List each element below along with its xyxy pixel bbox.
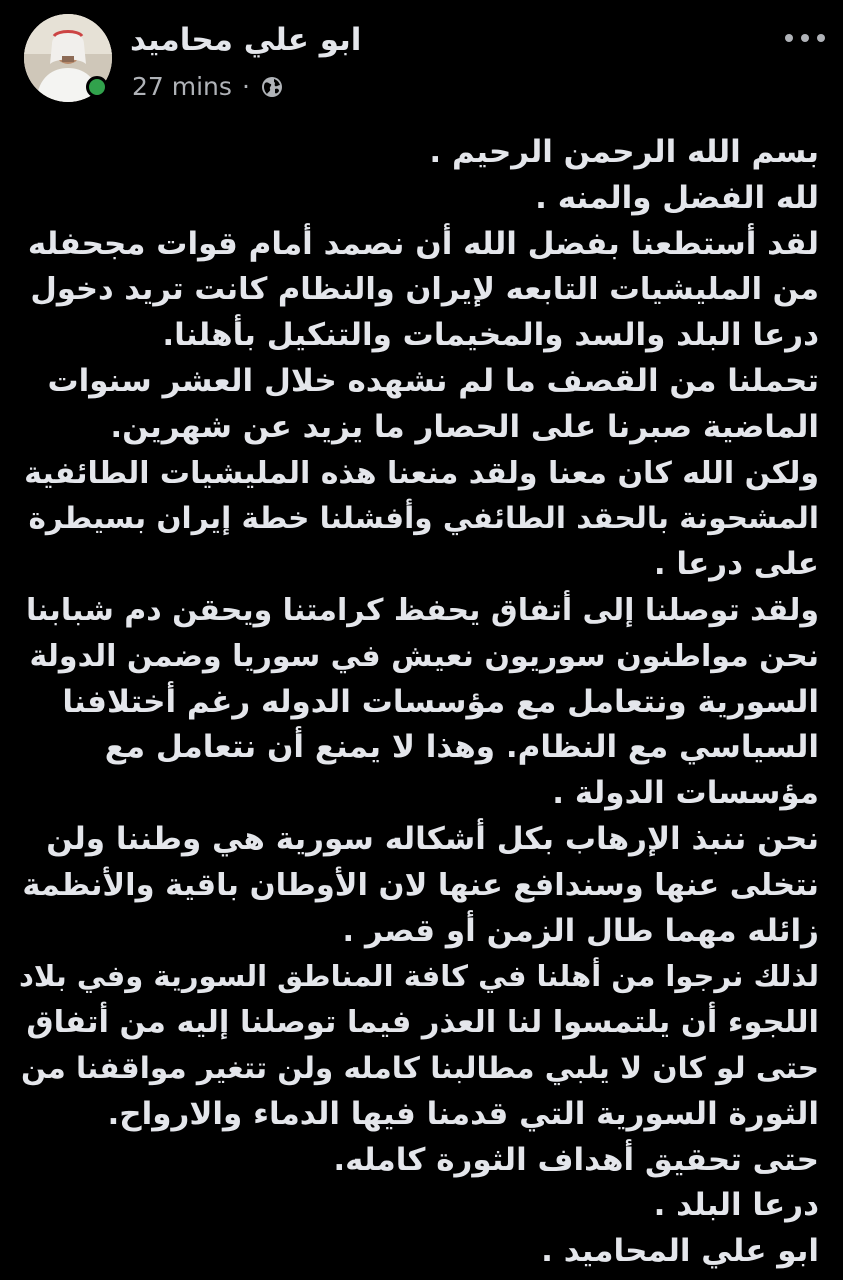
post-body-line: حتى لو كان لا يلبي مطالبنا كامله ولن تتغير مواقفنا من	[20, 1050, 819, 1085]
post-body-line: لذلك نرجوا من أهلنا في كافة المناطق السورية وفي بلاد	[19, 959, 819, 994]
post-body-line: السياسي مع النظام. وهذا لا يمنع أن نتعامل مع	[104, 729, 819, 766]
online-status-dot	[86, 76, 108, 98]
post-body-line: من المليشيات التابعه لإيران والنظام كانت تريد دخول	[30, 272, 819, 308]
post-body-line: لقد أستطعنا بفضل الله أن نصمد أمام قوات مجحفله	[27, 225, 819, 262]
post-body-line: اللجوء أن يلتمسوا لنا العذر فيما توصلنا إليه من أتفاق	[26, 1005, 819, 1041]
post-body-line: نتخلى عنها وسندافع عنها لان الأوطان باقية والأنظمة	[22, 867, 819, 903]
meta-separator: ·	[241, 72, 250, 101]
post-body-line: ولكن الله كان معنا ولقد منعنا هذه المليشيات الطائفية	[24, 455, 819, 491]
post-body-line: المشحونة بالحقد الطائفي وأفشلنا خطة إيران بسيطرة	[28, 501, 819, 536]
post-body-line: حتى تحقيق أهداف الثورة كامله.	[333, 1141, 819, 1178]
post-time[interactable]: 27 mins	[132, 72, 232, 101]
post-body-line: زائله مهما طال الزمن أو قصر .	[342, 912, 819, 949]
post-body-line: على درعا .	[653, 546, 819, 583]
post-body-line: السورية ونتعامل مع مؤسسات الدوله رغم أختلافنا	[62, 683, 819, 720]
post-body-line: تحملنا من القصف ما لم نشهده خلال العشر سنوات	[47, 362, 819, 399]
post-body-line: ابو علي المحاميد .	[541, 1233, 819, 1270]
post-body-line: درعا البلد والسد والمخيمات والتنكيل بأهلنا.	[162, 317, 819, 354]
post-body-line: مؤسسات الدولة .	[552, 775, 819, 812]
post-header	[0, 0, 843, 118]
post-body-line: الماضية صبرنا على الحصار ما يزيد عن شهرين.	[110, 408, 819, 445]
post-body-line: لله الفضل والمنه .	[535, 179, 819, 216]
post-body-line: الثورة السورية التي قدمنا فيها الدماء والارواح.	[107, 1095, 819, 1132]
more-options-icon[interactable]	[785, 28, 825, 48]
post-body	[19, 130, 819, 1275]
post-body-line: نحن مواطنون سوريون نعيش في سوريا وضمن الدولة	[29, 638, 819, 674]
post-body-line: نحن ننبذ الإرهاب بكل أشكاله سورية هي وطننا ولن	[46, 820, 819, 857]
author-name[interactable]: ابو علي محاميد	[130, 22, 362, 58]
post-body-line: بسم الله الرحمن الرحيم .	[429, 134, 819, 170]
post-meta	[132, 72, 284, 101]
globe-icon[interactable]	[260, 75, 284, 99]
post-body-line: ولقد توصلنا إلى أتفاق يحفظ كرامتنا ويحقن دم شبابنا	[26, 592, 819, 628]
post-body-line: درعا البلد .	[653, 1187, 819, 1224]
